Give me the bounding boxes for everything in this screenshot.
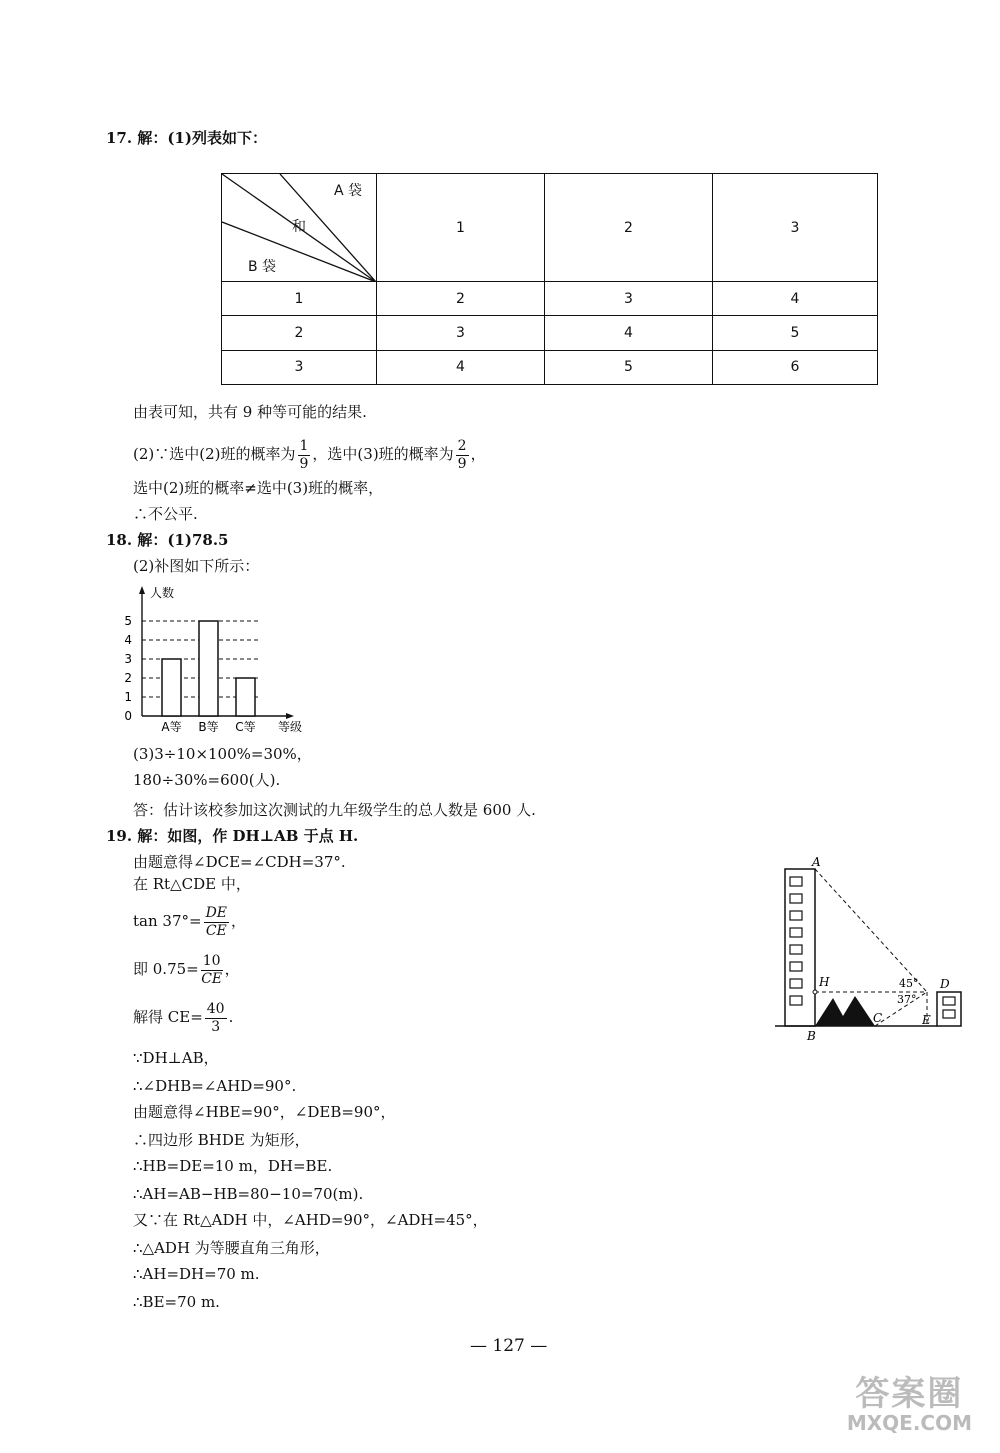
hills [815, 996, 875, 1026]
col-header: 2 [545, 174, 713, 282]
q17-line4: ∴不公平. [133, 505, 198, 523]
frac-den: 9 [457, 455, 467, 472]
frac-den: 9 [299, 455, 309, 472]
angle-37: 37° [897, 993, 917, 1006]
punct: . [228, 1008, 234, 1026]
label-a: A [812, 855, 821, 869]
frac-num: 2 [457, 437, 467, 454]
fraction-2-9 [456, 438, 469, 473]
col-header: 1 [377, 174, 545, 282]
y-tick-label: 1 [124, 690, 132, 704]
table-cell: 5 [545, 350, 713, 384]
watermark-logo [847, 1366, 972, 1435]
q19-line: 由题意得∠DCE=∠CDH=37°. [133, 853, 346, 871]
q19-ratio-line [133, 950, 240, 988]
small-window [943, 997, 955, 1005]
q19-line: 又∵在 Rt△ADH 中，∠AHD=90°，∠ADH=45°， [133, 1211, 488, 1229]
page-number: — 127 — [470, 1336, 548, 1356]
frac-den: CE [205, 922, 227, 939]
q19-line: ∴∠DHB=∠AHD=90°. [133, 1077, 297, 1095]
q17-line2-c: ， [470, 445, 486, 463]
frac-den: CE [201, 970, 223, 987]
q17-heading: 17. 解：(1)列表如下： [106, 129, 267, 147]
table-cell: 5 [713, 316, 878, 350]
x-axis-label: 等级 [277, 720, 303, 734]
bar [199, 621, 218, 716]
frac-num: 10 [202, 952, 221, 969]
label-e: E [922, 1013, 931, 1027]
fraction-1-9 [298, 438, 311, 473]
q19-line: ∴四边形 BHDE 为矩形， [133, 1131, 310, 1149]
q19-line: 在 Rt△CDE 中， [133, 875, 251, 893]
q19-line: ∴AH=AB−HB=80−10=70(m). [133, 1185, 364, 1203]
q18-line2: (3)3÷10×100%=30%， [133, 745, 312, 763]
q18-line1: (2)补图如下所示： [133, 557, 260, 575]
frac-num: 1 [299, 437, 309, 454]
q19-line: 由题意得∠HBE=90°，∠DEB=90°， [133, 1103, 396, 1121]
frac-num: DE [205, 904, 228, 921]
q19-solve-line [133, 998, 233, 1036]
bar [236, 678, 255, 716]
label-h: H [819, 975, 830, 989]
watermark-url: MXQE.COM [846, 1411, 972, 1435]
q17-line3: 选中(2)班的概率≠选中(3)班的概率， [133, 479, 384, 497]
label-c: C [873, 1011, 883, 1025]
q17-line1: 由表可知，共有 9 种等可能的结果. [133, 403, 367, 421]
y-axis-label: 人数 [150, 586, 175, 600]
table-cell: 6 [713, 350, 878, 384]
q19-tan-line [133, 902, 246, 940]
q18-line4: 答：估计该校参加这次测试的九年级学生的总人数是 600 人. [133, 801, 536, 819]
y-tick-label: 3 [124, 652, 132, 666]
y-tick-label: 2 [124, 671, 132, 685]
q19-heading: 19. 解：如图，作 DH⊥AB 于点 H. [106, 827, 359, 845]
line-ad [815, 869, 927, 992]
building-geometry-figure [775, 852, 965, 1042]
watermark-text: 答案圈 [855, 1374, 964, 1414]
q17-line2-b: ，选中(3)班的概率为 [312, 445, 454, 463]
bar-chart [120, 582, 320, 740]
table-cell: 2 [377, 282, 545, 316]
x-axis-arrow [286, 713, 294, 719]
ratio-text: 即 0.75= [133, 960, 199, 978]
building-windows [790, 877, 802, 1005]
y-tick-label: 0 [124, 709, 132, 723]
punct: ， [224, 960, 240, 978]
frac-num: 40 [206, 1000, 225, 1017]
probability-table [221, 173, 878, 385]
col-header: 3 [713, 174, 878, 282]
table-cell: 4 [545, 316, 713, 350]
x-category-label: A等 [161, 720, 182, 734]
fraction-de-ce [204, 905, 229, 940]
table-row [222, 350, 878, 384]
table-row [222, 316, 878, 350]
corner-label-sum: 和 [292, 219, 306, 235]
bar [162, 659, 181, 716]
q18-line3: 180÷30%=600(人). [133, 771, 281, 789]
q18-heading: 18. 解：(1)78.5 [106, 531, 229, 549]
q19-line: ∴BE=70 m. [133, 1293, 220, 1311]
q19-line: ∴△ADH 为等腰直角三角形， [133, 1239, 330, 1257]
q17-line2-a: (2)∵选中(2)班的概率为 [133, 445, 296, 463]
table-corner-cell [222, 174, 377, 282]
label-d: D [940, 977, 950, 991]
frac-den: 3 [211, 1018, 221, 1035]
solve-text: 解得 CE= [133, 1008, 203, 1026]
corner-label-a: A 袋 [334, 183, 363, 199]
y-tick-label: 4 [124, 633, 132, 647]
table-cell: 3 [545, 282, 713, 316]
corner-label-b: B 袋 [248, 259, 277, 275]
table-cell: 4 [377, 350, 545, 384]
fraction-40-3 [205, 1001, 227, 1036]
tan-text: tan 37°= [133, 912, 202, 930]
row-label: 1 [222, 282, 377, 316]
small-window [943, 1010, 955, 1018]
label-b: B [807, 1029, 816, 1042]
punct: ， [231, 912, 247, 930]
q19-line: ∴AH=DH=70 m. [133, 1265, 260, 1283]
table-cell: 4 [713, 282, 878, 316]
y-axis-arrow [139, 586, 145, 594]
table-cell: 3 [377, 316, 545, 350]
x-category-label: B等 [198, 720, 219, 734]
angle-45: 45° [899, 977, 919, 990]
q17-line2 [133, 436, 486, 473]
fraction-10-ce [201, 953, 223, 988]
row-label: 3 [222, 350, 377, 384]
table-row [222, 282, 878, 316]
x-category-label: C等 [235, 720, 256, 734]
point-h-marker [813, 990, 817, 994]
row-label: 2 [222, 316, 377, 350]
y-tick-label: 5 [124, 614, 132, 628]
q19-line: ∴HB=DE=10 m，DH=BE. [133, 1157, 333, 1175]
q19-line: ∵DH⊥AB， [133, 1049, 219, 1067]
